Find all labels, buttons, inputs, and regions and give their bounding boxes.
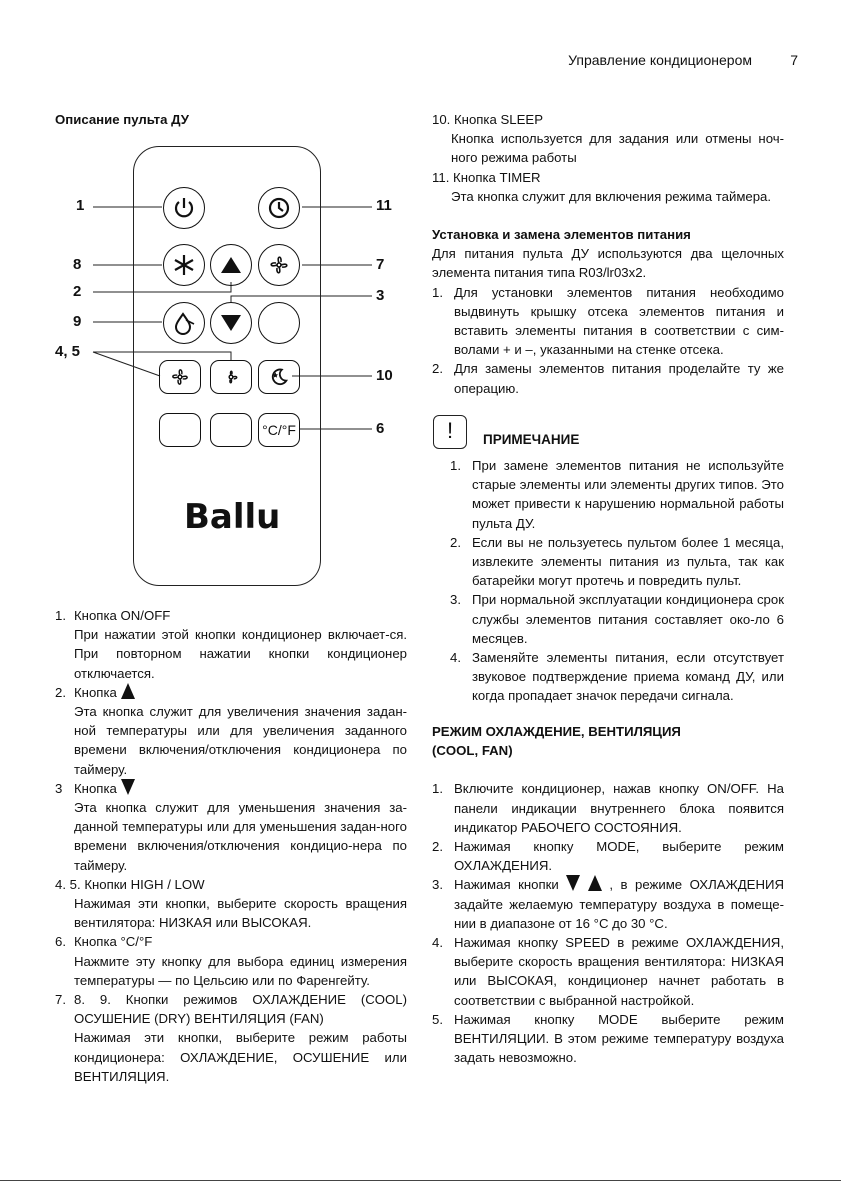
fan-icon: [169, 366, 191, 388]
callout-3: 3: [376, 287, 385, 304]
list-item: [432, 168, 784, 206]
list-item: 2. Если вы не пользуетесь пультом более 1 месяца, извлеките элементы питания из пульта, так как батарейки могут протечь и повредить пульт.: [450, 533, 784, 591]
item-text: Для установки элементов питания необходимо выдвинуть крышку отсека элементов питания и вставить элементы питания в соответствии с сим-волами + и –, указанными на стенке отсека.: [454, 284, 784, 358]
item-text: Кнопка используется для задания или отмены ноч-ного режима работы: [451, 131, 784, 166]
list-item: 3. При нормальной эксплуатации кондиционера срок службы элементов питания составляет око-ло 6 месяцев.: [450, 590, 784, 648]
blank-rect-button-1[interactable]: [159, 413, 201, 447]
remote-control: [133, 146, 321, 586]
triangle-down-icon: [121, 779, 135, 795]
celsius-fahrenheit-button[interactable]: °C/°F: [258, 413, 300, 447]
footer-divider: [0, 1180, 841, 1181]
list-item: [432, 110, 784, 168]
page-number: 7: [790, 52, 798, 68]
up-button[interactable]: [210, 244, 252, 286]
item-text: Включите кондиционер, нажав кнопку ON/OFF. На панели индикации внутреннего блока появится индикатор РАБОЧЕГО СОСТОЯНИЯ.: [454, 781, 784, 835]
item-text: При нормальной эксплуатации кондиционера срок службы элементов питания составляет око-ло 6 месяцев.: [472, 592, 784, 646]
callout-1: 1: [76, 197, 85, 214]
list-item: 4. Заменяйте элементы питания, если отсутствует звуковое подтверждение приема команд ДУ, или когда пропадает значок передачи сигнала.: [450, 648, 784, 706]
list-item: 1. Для установки элементов питания необходимо выдвинуть крышку отсека элементов питания и вставить элементы питания в соответствии с сим-волами + и –, указанными на стенке отсека.: [432, 283, 784, 360]
item-title: Кнопка ON/OFF: [74, 608, 171, 623]
callout-7: 7: [376, 256, 385, 273]
power-button[interactable]: [163, 187, 205, 229]
item-text: Нажимая кнопку SPEED в режиме ОХЛАЖДЕНИЯ, выберите скорость вращения вентилятора: НИЗКАЯ или ВЫСОКАЯ, кондиционер начнет работать в соответствии с выбранной настройкой.: [454, 935, 784, 1008]
fan-low-button[interactable]: [159, 360, 201, 394]
section-heading: РЕЖИМ ОХЛАЖДЕНИЕ, ВЕНТИЛЯЦИЯ: [432, 724, 681, 739]
item-text: Нажимая кнопку MODE, выберите режим ОХЛАЖДЕНИЯ.: [454, 839, 784, 874]
list-item: 1. Кнопка ON/OFF При нажатии этой кнопки кондиционер включает-ся. При повторном нажатии кнопки кондиционер отключается.: [55, 606, 407, 683]
item-title: 4. 5. Кнопки HIGH / LOW: [55, 876, 205, 892]
fan-high-button[interactable]: [210, 360, 252, 394]
list-item: 1. При замене элементов питания не используйте старые элементы или элементы других типов. Это может привести к нарушению нормальной работы пульта ДУ.: [450, 456, 784, 533]
callout-8: 8: [73, 256, 82, 273]
list-item: 5. Нажимая кнопку MODE выберите режим ВЕНТИЛЯЦИИ. В этом режиме температуру воздуха задать невозможно.: [432, 1010, 784, 1068]
right-top-list: [432, 110, 784, 206]
triangle-down-icon: [566, 875, 580, 891]
triangle-up-icon: [588, 875, 602, 891]
timer-icon: [267, 196, 291, 220]
list-item: 2. Для замены элементов питания проделайте ту же операцию.: [432, 359, 784, 397]
header-title: Управление кондиционером: [568, 52, 752, 68]
list-item: 3 Кнопка Эта кнопка служит для уменьшения значения за-данной температуры или для уменьшения задан-ного времени включения/отключения кондицио-нера по таймеру.: [55, 779, 407, 875]
item-text: Эта кнопка служит для включения режима таймера.: [451, 188, 772, 204]
batteries-heading: Установка и замена элементов питания: [432, 227, 691, 242]
list-item: 6. Кнопка °C/°F Нажмите эту кнопку для выбора единиц измерения температуры — по Цельсию или по Фаренгейту.: [55, 932, 407, 990]
item-title: 11. Кнопка TIMER: [432, 169, 541, 185]
item-text: Нажимая эти кнопки, выберите скорость вращения вентилятора: НИЗКАЯ или ВЫСОКАЯ.: [74, 896, 407, 931]
item-text: Эта кнопка служит для уменьшения значения за-данной температуры или для уменьшения задан-ного времени включения/отключения кондицио-нера по таймеру.: [74, 800, 407, 873]
item-text: Заменяйте элементы питания, если отсутствует звуковое подтверждение приема команд ДУ, или когда пропадает значок передачи сигнала.: [472, 650, 784, 704]
down-button[interactable]: [210, 302, 252, 344]
item-text: Если вы не пользуетесь пультом более 1 месяца, извлеките элементы питания из пульта, так как батарейки могут протечь и повредить пульт.: [472, 534, 784, 589]
moon-icon: [268, 366, 290, 388]
warning-icon: !: [433, 415, 467, 449]
list-item: 3. Нажимая кнопки , в режиме ОХЛАЖДЕНИЯ задайте желаемую температуру воздуха в помеще-нии в диапазоне от 16 °C до 30 °C.: [432, 877, 784, 931]
blank-rect-button-2[interactable]: [210, 413, 252, 447]
item-text: Эта кнопка служит для увеличения значения задан-ной температуры или для увеличения заданного времени включения/отключения кондиционера по таймеру.: [74, 704, 407, 777]
cool-fan-section: [432, 722, 784, 1067]
item-title: Кнопка: [74, 780, 117, 796]
list-item: 1. Включите кондиционер, нажав кнопку ON/OFF. На панели индикации внутреннего блока появится индикатор РАБОЧЕГО СОСТОЯНИЯ.: [432, 779, 784, 837]
item-text-pre: Нажимая кнопки: [454, 877, 559, 893]
snowflake-button[interactable]: [163, 244, 205, 286]
snowflake-icon: [172, 253, 196, 277]
item-text: При замене элементов питания не используйте старые элементы или элементы других типов. Это может привести к нарушению нормальной работы пульта ДУ.: [472, 458, 784, 531]
fan-small-icon: [220, 366, 242, 388]
list-item: 4. Нажимая кнопку SPEED в режиме ОХЛАЖДЕНИЯ, выберите скорость вращения вентилятора: НИЗКАЯ или ВЫСОКАЯ, кондиционер начнет работать в соответствии с выбранной настройкой.: [432, 933, 784, 1010]
fan-button[interactable]: [258, 244, 300, 286]
item-title: 10. Кнопка SLEEP: [432, 112, 544, 127]
left-list: [55, 606, 407, 1086]
fan-icon: [267, 253, 291, 277]
callout-6: 6: [376, 420, 385, 437]
item-title: 8. 9. Кнопки режимов ОХЛАЖДЕНИЕ (COOL) ОСУШЕНИЕ (DRY) ВЕНТИЛЯЦИЯ (FAN): [74, 992, 407, 1027]
list-item: [55, 875, 407, 933]
item-text: При нажатии этой кнопки кондиционер включает-ся. При повторном нажатии кнопки кондиционер отключается.: [74, 627, 407, 681]
note-list: [450, 456, 784, 706]
item-title: Кнопка: [74, 684, 117, 700]
timer-button[interactable]: [258, 187, 300, 229]
blank-round-button[interactable]: [258, 302, 300, 344]
triangle-up-icon: [221, 257, 241, 273]
power-icon: [172, 196, 196, 220]
callout-4-5: 4, 5: [55, 343, 81, 360]
note-title: ПРИМЕЧАНИЕ: [483, 432, 580, 447]
callout-2: 2: [73, 283, 82, 300]
dry-button[interactable]: [163, 302, 205, 344]
item-text: Нажмите эту кнопку для выбора единиц измерения температуры — по Цельсию или по Фаренгейту.: [74, 953, 407, 988]
item-text: Нажимая кнопку MODE выберите режим ВЕНТИЛЯЦИИ. В этом режиме температуру воздуха задать невозможно.: [454, 1011, 784, 1066]
callout-11: 11: [376, 197, 392, 214]
list-item: 2. Нажимая кнопку MODE, выберите режим ОХЛАЖДЕНИЯ.: [432, 837, 784, 875]
batteries-section: [432, 225, 784, 398]
batteries-intro: Для питания пульта ДУ используются два щелочных элемента питания типа R03/lr03x2.: [432, 246, 784, 281]
remote-heading: Описание пульта ДУ: [55, 112, 189, 127]
brand-logo: Ballu: [184, 497, 281, 537]
triangle-up-icon: [121, 683, 135, 699]
item-title: Кнопка °C/°F: [74, 934, 153, 950]
item-text: Нажимая эти кнопки, выберите режим работы кондиционера: ОХЛАЖДЕНИЕ, ОСУШЕНИЕ или ВЕНТИЛЯЦИЯ.: [74, 1030, 407, 1084]
triangle-down-icon: [221, 315, 241, 331]
list-item: 7. 8. 9. Кнопки режимов ОХЛАЖДЕНИЕ (COOL) ОСУШЕНИЕ (DRY) ВЕНТИЛЯЦИЯ (FAN) Нажимая эти кнопки, выберите режим работы кондиционера: ОХЛАЖДЕНИЕ, ОСУШЕНИЕ или ВЕНТИЛЯЦИЯ.: [55, 990, 407, 1086]
callout-10: 10: [376, 367, 393, 384]
item-text: Для замены элементов питания проделайте ту же операцию.: [454, 361, 784, 396]
section-subheading: (COOL, FAN): [432, 743, 513, 759]
drop-icon: [172, 311, 196, 335]
list-item: 2. Кнопка Эта кнопка служит для увеличения значения задан-ной температуры или для увеличения заданного времени включения/отключения кондиционера по таймеру.: [55, 683, 407, 779]
sleep-button[interactable]: [258, 360, 300, 394]
item-text-post: , в режиме ОХЛАЖДЕНИЯ задайте желаемую температуру воздуха в помеще-нии в диапазоне от 16 °C до 30 °C.: [454, 877, 784, 931]
callout-9: 9: [73, 313, 82, 330]
